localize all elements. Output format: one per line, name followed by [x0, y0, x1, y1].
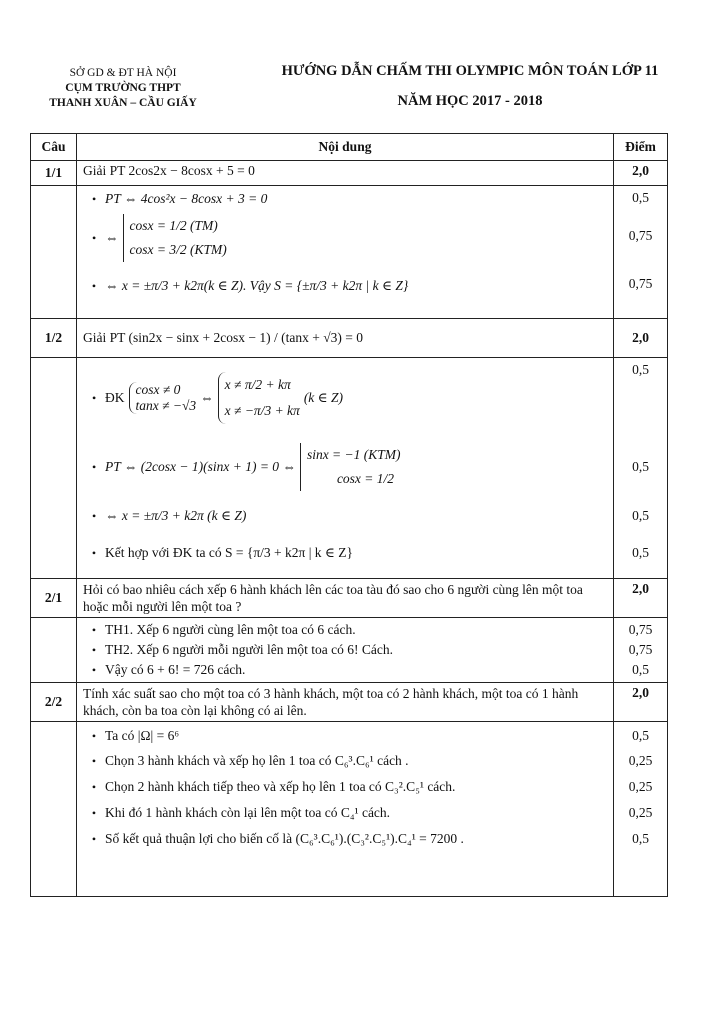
solution-step: cosx = 3/2 (KTM)	[129, 242, 227, 257]
header-diem: Điểm	[614, 134, 668, 161]
bullet-icon: •	[91, 278, 97, 293]
bullet-icon: •	[91, 230, 97, 245]
solution-step: Chọn 3 hành khách và xếp họ lên 1 toa có C₆³.C₆¹ cách .	[105, 753, 409, 768]
bullet-icon: •	[91, 459, 97, 474]
step-score: 0,5	[632, 545, 649, 560]
question-number: 1/1	[31, 161, 77, 186]
case-bracket	[123, 214, 227, 262]
question-score: 2,0	[614, 161, 668, 186]
grading-table	[30, 133, 668, 897]
question-number: 2/1	[31, 579, 77, 618]
table-row	[31, 618, 668, 683]
question-score: 2,0	[614, 319, 668, 358]
solution-cell	[77, 722, 614, 897]
org-line-1: SỞ GD & ĐT HÀ NỘI	[69, 67, 177, 79]
step-score: 0,25	[628, 753, 653, 768]
solution-step: sinx = −1 (KTM)	[306, 447, 401, 462]
document-title: HƯỚNG DẪN CHẤM THI OLYMPIC MÔN TOÁN LỚP 11	[281, 63, 659, 79]
case-bracket	[300, 443, 401, 491]
step-scores	[614, 722, 668, 897]
step-score: 0,75	[628, 622, 653, 637]
bullet-icon: •	[91, 622, 97, 637]
step-score: 0,75	[628, 228, 653, 243]
question-text: Hỏi có bao nhiêu cách xếp 6 hành khách lên các toa tàu đó sao cho 6 người cùng lên một toa hoặc mỗi người lên một toa ?	[77, 579, 614, 618]
step-score: 0,75	[628, 276, 653, 291]
table-row	[31, 683, 668, 722]
org-line-2: CỤM TRƯỜNG THPT	[65, 82, 181, 94]
solution-step: Khi đó 1 hành khách còn lại lên một toa có C₄¹ cách.	[105, 805, 391, 820]
condition-label: ĐK	[105, 390, 125, 405]
step-scores	[614, 618, 668, 683]
solution-step: TH2. Xếp 6 người mỗi người lên một toa có 6! Cách.	[105, 642, 393, 657]
question-text: Tính xác suất sao cho một toa có 3 hành khách, một toa có 2 hành khách, một toa có 1 hành khách, còn ba toa còn lại không có ai lên.	[77, 683, 614, 722]
bullet-icon: •	[91, 642, 97, 657]
bullet-icon: •	[91, 390, 97, 405]
solution-step: Ta có |Ω| = 6⁶	[105, 728, 180, 743]
step-score: 0,5	[632, 831, 649, 846]
org-line-3: THANH XUÂN – CẦU GIẤY	[49, 97, 197, 109]
solution-step: PT ⇔ (2cosx − 1)(sinx + 1) = 0 ⇔	[105, 459, 296, 474]
bullet-icon: •	[91, 662, 97, 677]
solution-step: cosx = 1/2 (TM)	[129, 218, 218, 233]
question-score: 2,0	[614, 683, 668, 722]
header-noidung: Nội dung	[77, 134, 614, 161]
step-score: 0,25	[628, 805, 653, 820]
system-brace	[218, 372, 300, 424]
question-number: 2/2	[31, 683, 77, 722]
solution-cell	[77, 618, 614, 683]
solution-step: cosx ≠ 0	[135, 382, 181, 397]
step-scores	[614, 186, 668, 319]
step-score: 0,75	[628, 642, 653, 657]
solution-step: Kết hợp với ĐK ta có S = {π/3 + k2π | k ∈ Z}	[105, 545, 354, 560]
step-score: 0,25	[628, 779, 653, 794]
bullet-icon: •	[91, 728, 97, 743]
bullet-icon: •	[91, 805, 97, 820]
solution-cell: • PT ⇔ 4cos²x − 8cosx + 3 = 0 • ⇔ cosx = 1/2 (TM) cosx = 3/2 (KTM) • ⇔ x = ±π/3 + k2π(k ∈ Z). Vậy S = {±π/3 + k2π | k ∈ Z}	[77, 186, 614, 319]
table-row	[31, 186, 668, 319]
solution-step: Vậy có 6 + 6! = 726 cách.	[105, 662, 246, 677]
solution-cell: • ĐK cosx ≠ 0 tanx ≠ −√3 ⇔ x ≠ π/2 + kπ x ≠ −π/3 + kπ (k ∈ Z) • PT ⇔ (2cosx − 1)(sinx + 1) = 0 ⇔ sinx = −1 (KTM) cosx = 1/2 • ⇔ x = ±π/3 + k2π (k ∈ Z) • Kết hợp với ĐK ta có S = {π/3 + k2π | k ∈ Z}	[77, 358, 614, 579]
solution-step: x ≠ −π/3 + kπ	[224, 403, 300, 418]
solution-step: (k ∈ Z)	[303, 390, 344, 405]
solution-step: ⇔ x = ±π/3 + k2π(k ∈ Z). Vậy S = {±π/3 + k2π | k ∈ Z}	[105, 278, 409, 293]
step-score: 0,5	[632, 508, 649, 523]
solution-step: cosx = 1/2	[336, 471, 395, 486]
bullet-icon: •	[91, 753, 97, 768]
header-cau: Câu	[31, 134, 77, 161]
question-text: Giải PT (sin2x − sinx + 2cosx − 1) / (tanx + √3) = 0	[77, 319, 614, 358]
step-score: 0,5	[632, 662, 649, 677]
bullet-icon: •	[91, 831, 97, 846]
step-score: 0,5	[632, 728, 649, 743]
table-row	[31, 722, 668, 897]
system-brace	[129, 382, 197, 414]
bullet-icon: •	[91, 191, 97, 206]
header-organization	[28, 66, 218, 111]
step-score: 0,5	[632, 362, 649, 377]
question-text: Giải PT 2cos2x − 8cosx + 5 = 0	[77, 161, 614, 186]
school-year: NĂM HỌC 2017 - 2018	[397, 93, 543, 109]
table-row	[31, 319, 668, 358]
bullet-icon: •	[91, 545, 97, 560]
solution-step: Số kết quả thuận lợi cho biến cố là (C₆³.C₆¹).(C₃².C₅¹).C₄¹ = 7200 .	[105, 831, 464, 846]
step-score: 0,5	[632, 459, 649, 474]
question-score: 2,0	[614, 579, 668, 618]
bullet-icon: •	[91, 508, 97, 523]
table-row	[31, 358, 668, 579]
header-title-block	[240, 56, 700, 116]
solution-step: ⇔ x = ±π/3 + k2π (k ∈ Z)	[105, 508, 247, 523]
table-row	[31, 579, 668, 618]
step-score: 0,5	[632, 190, 649, 205]
solution-step: TH1. Xếp 6 người cùng lên một toa có 6 cách.	[105, 622, 356, 637]
step-scores	[614, 358, 668, 579]
question-number: 1/2	[31, 319, 77, 358]
solution-step: tanx ≠ −√3	[135, 398, 197, 413]
solution-step: x ≠ π/2 + kπ	[224, 377, 291, 392]
table-row	[31, 161, 668, 186]
solution-step: PT ⇔ 4cos²x − 8cosx + 3 = 0	[105, 191, 268, 206]
bullet-icon: •	[91, 779, 97, 794]
table-header-row	[31, 134, 668, 161]
solution-step: Chọn 2 hành khách tiếp theo và xếp họ lên 1 toa có C₃².C₅¹ cách.	[105, 779, 456, 794]
